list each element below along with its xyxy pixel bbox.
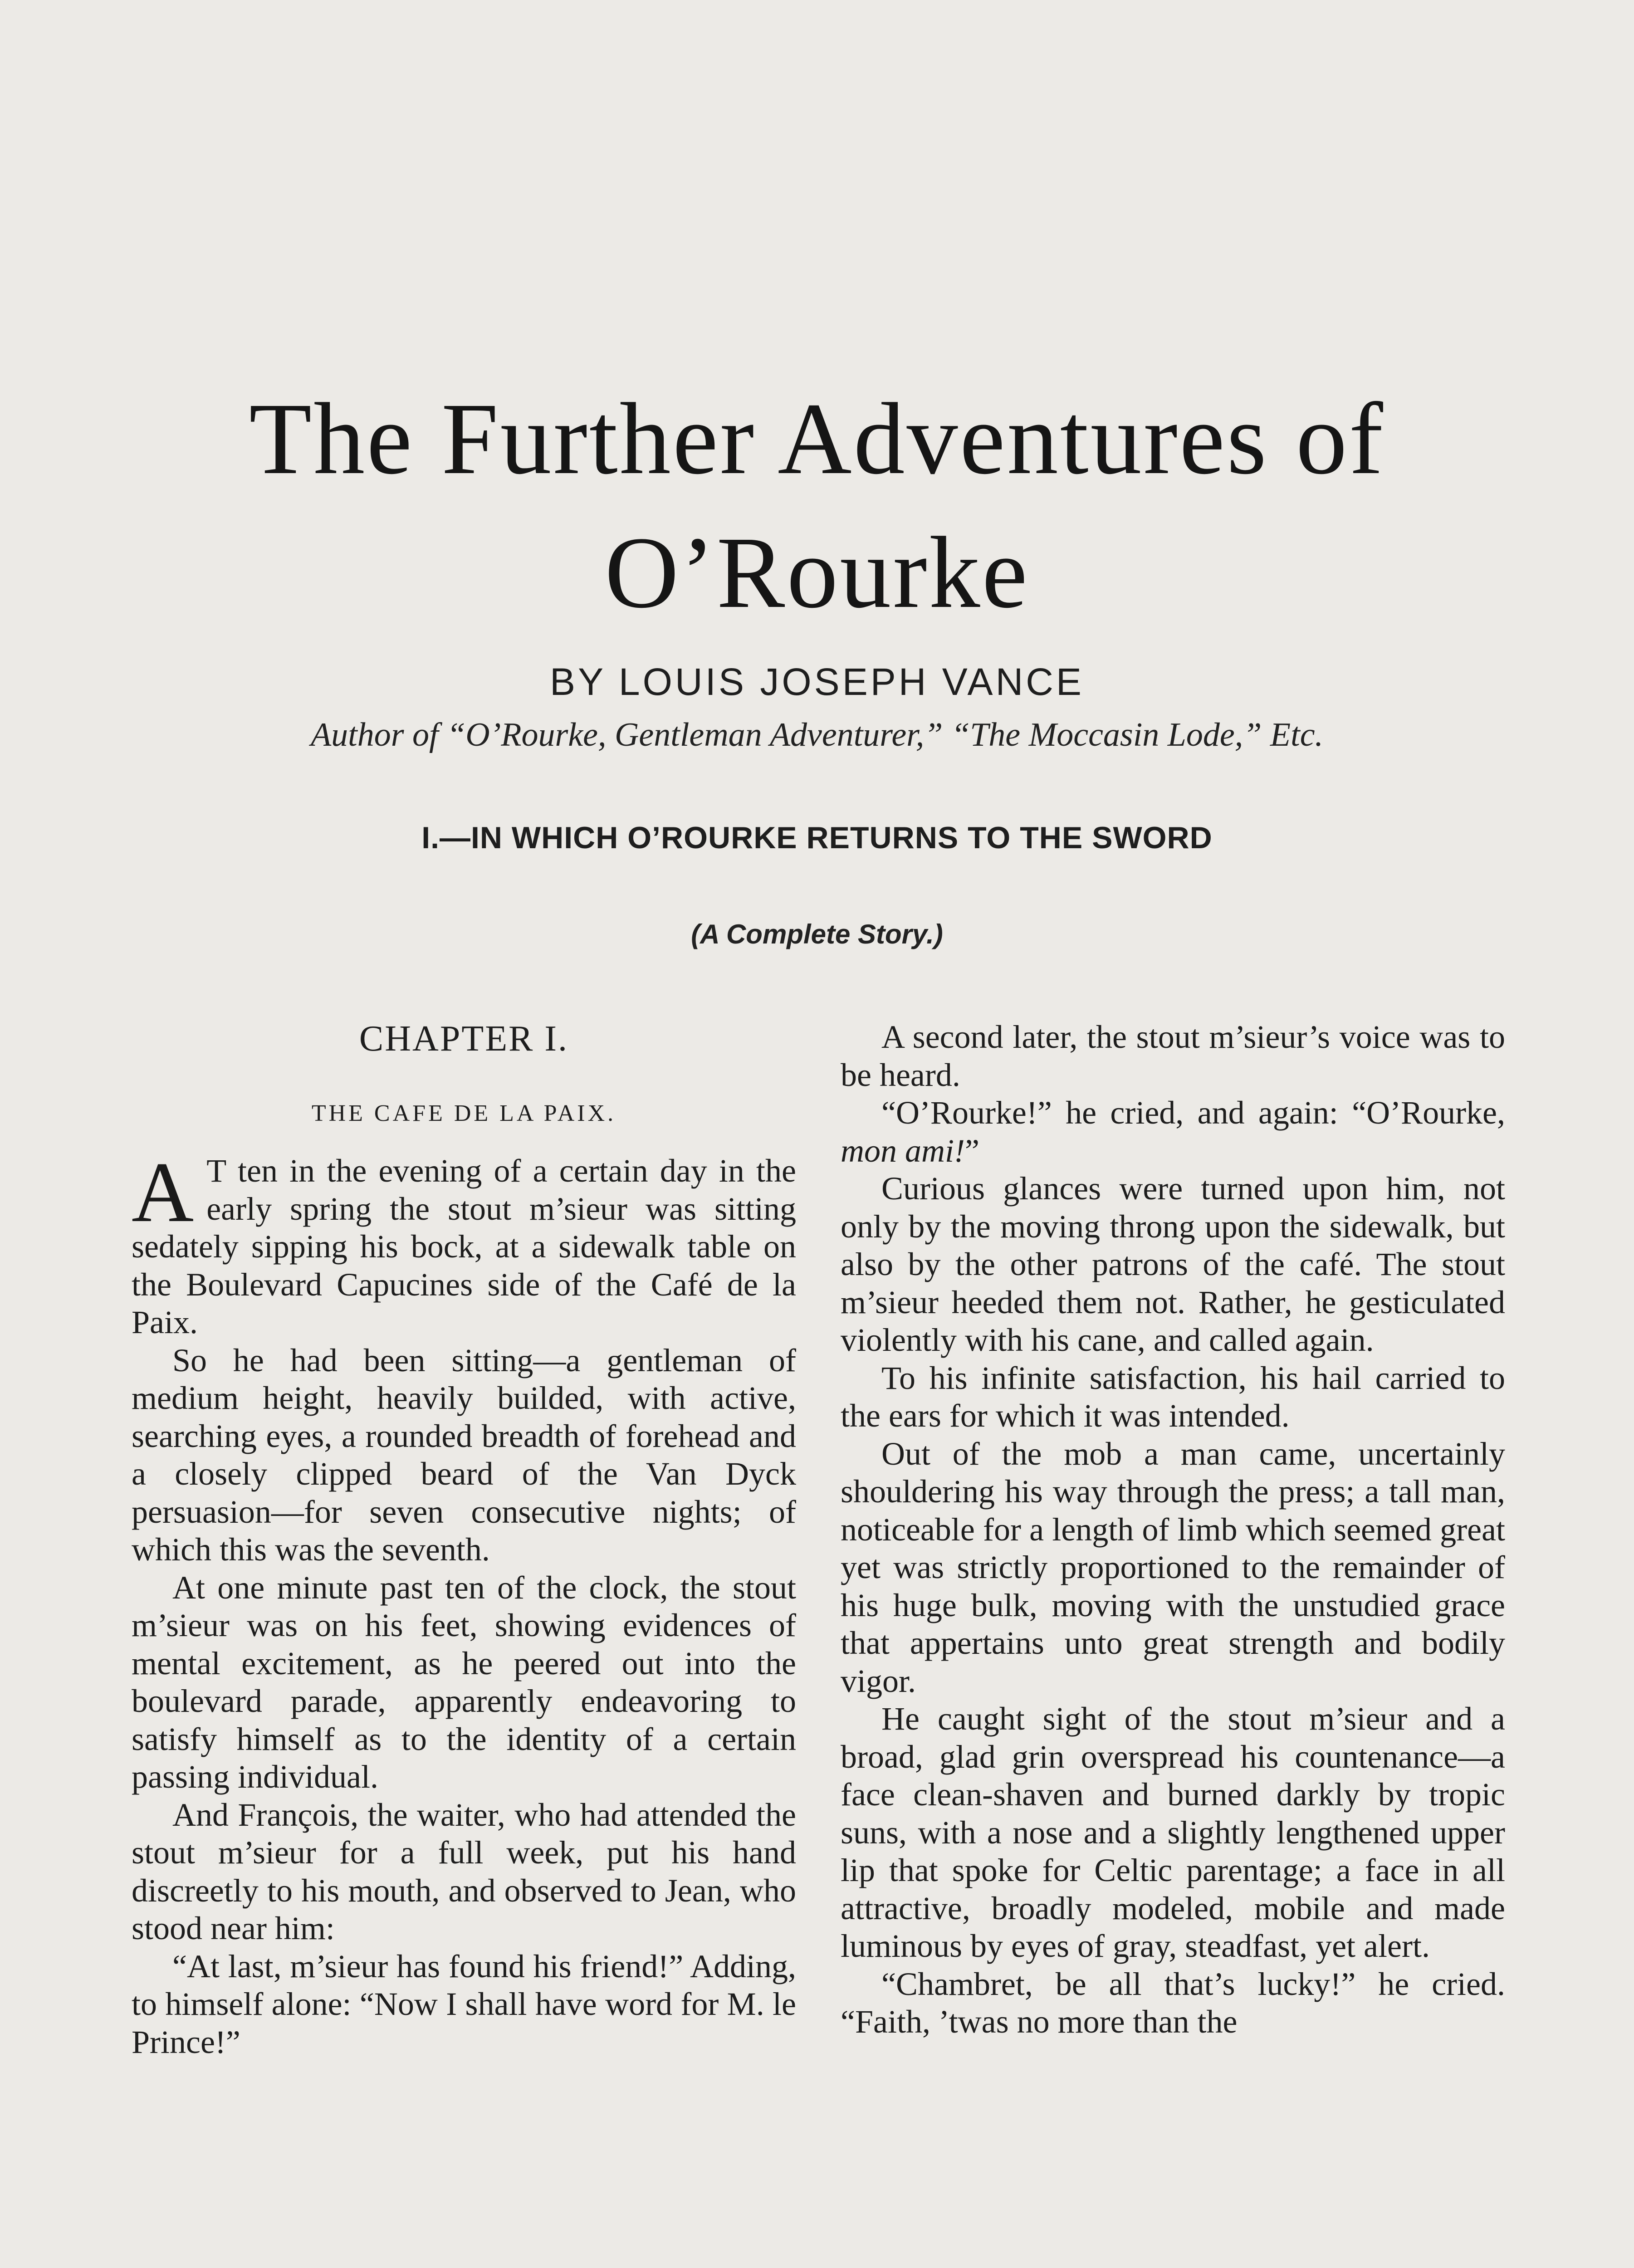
paragraph: Curious glances were turned upon him, not only by the moving throng upon the sidewalk, but also by the other patrons of the café. The stout m’sieur heeded them not. Rather, he gesticulated violently with his cane, and called again. xyxy=(841,1170,1505,1358)
byline: BY LOUIS JOSEPH VANCE xyxy=(550,660,1084,703)
chapter-subheading: THE CAFE DE LA PAIX. xyxy=(311,1100,616,1126)
paragraph: To his infinite satisfaction, his hail carried to the ears for which it was intended. xyxy=(841,1359,1505,1434)
left-column xyxy=(132,1018,796,2061)
italic-phrase: mon ami! xyxy=(841,1132,965,1169)
story-title-line-2: O’Rourke xyxy=(605,516,1029,629)
story-title-line-1: The Further Adventures of xyxy=(249,382,1385,495)
drop-cap: A xyxy=(132,1145,194,1240)
paragraph: “Chambret, be all that’s lucky!” he cried. “Faith, ’twas no more than the xyxy=(841,1965,1505,2040)
author-credits: Author of “O’Rourke, Gentleman Adventurer,” “The Moccasin Lode,” Etc. xyxy=(310,716,1324,753)
complete-story-note: (A Complete Story.) xyxy=(691,919,943,949)
story-title xyxy=(0,372,1634,640)
paragraph: And François, the waiter, who had attended the stout m’sieur for a full week, put his hand discreetly to his mouth, and observed to Jean, who stood near him: xyxy=(132,1796,796,1946)
paragraph: At one minute past ten of the clock, the stout m’sieur was on his feet, showing evidences of mental excitement, as he peered out into the boulevard parade, apparently endeavoring to satisfy himself as to the identity of a certain passing individual. xyxy=(132,1569,796,1795)
chapter-heading: CHAPTER I. xyxy=(359,1019,569,1059)
paragraph-text: T ten in the evening of a certain day in the early spring the stout m’sieur was sitting sedately sipping his bock, at a sidewalk table on the Boulevard Capucines side of the Café de la Paix. xyxy=(132,1153,796,1340)
right-column xyxy=(841,1018,1505,2041)
paragraph xyxy=(132,1145,796,1342)
paragraph: He caught sight of the stout m’sieur and a broad, glad grin overspread his countenance—a face clean-shaven and burned darkly by tropic suns, with a nose and a slightly lengthened upper lip that spoke for Celtic parentage; a face in all attractive, broadly modeled, mobile and made luminous by eyes of gray, steadfast, yet alert. xyxy=(841,1701,1505,1964)
paragraph: “At last, m’sieur has found his friend!” Adding, to himself alone: “Now I shall have word for M. le Prince!” xyxy=(132,1948,796,2060)
paragraph: Out of the mob a man came, uncertainly shouldering his way through the press; a tall man, noticeable for a length of limb which seemed great yet was strictly proportioned to the remainder of his huge bulk, moving with the unstudied grace that appertains unto great strength and bodily vigor. xyxy=(841,1435,1505,1699)
part-title: I.—IN WHICH O’ROURKE RETURNS TO THE SWORD xyxy=(421,821,1213,855)
closing-quote: ” xyxy=(964,1132,979,1169)
paragraph: So he had been sitting—a gentleman of medium height, heavily builded, with active, searching eyes, a rounded breadth of forehead and a closely clipped beard of the Van Dyck persuasion—for seven consecutive nights; of which this was the seventh. xyxy=(132,1342,796,1568)
paragraph: A second later, the stout m’sieur’s voice was to be heard. xyxy=(841,1019,1505,1093)
paragraph xyxy=(841,1094,1505,1170)
paragraph-text: “O’Rourke!” he cried, and again: “O’Rourke, xyxy=(881,1095,1505,1131)
